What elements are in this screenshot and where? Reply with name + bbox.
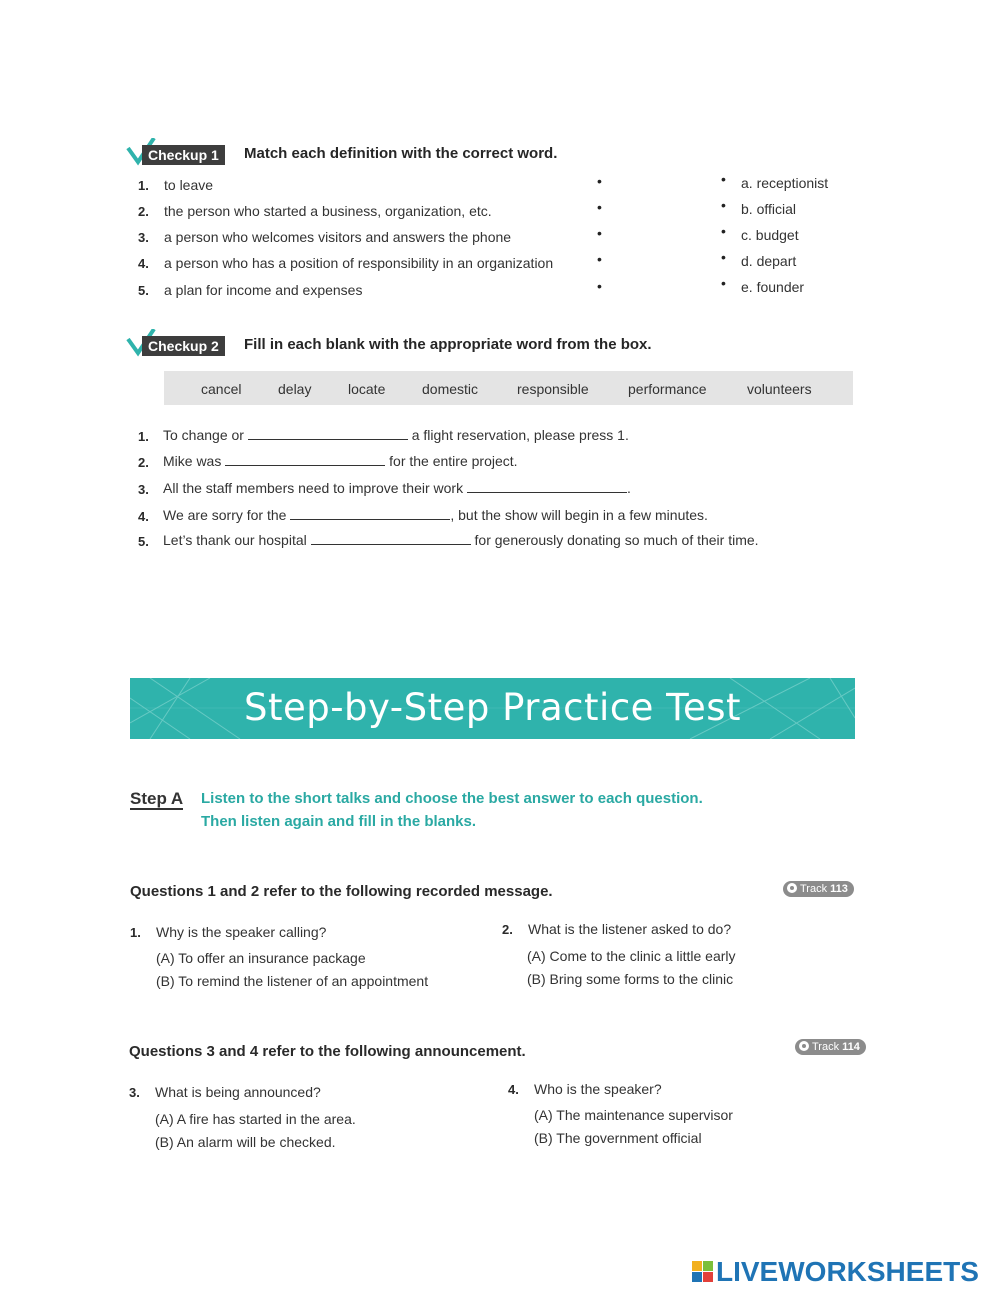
practice-test-banner: [130, 678, 855, 739]
answer-blank[interactable]: [290, 507, 450, 520]
sentence-text-after: for the entire project.: [389, 453, 518, 469]
audio-disc-icon: [787, 883, 797, 893]
def-number: 4.: [138, 256, 149, 271]
answer-blank[interactable]: [248, 427, 408, 440]
track-number: 113: [830, 883, 848, 895]
word-box-item: responsible: [517, 381, 589, 397]
question-4-text: Who is the speaker?: [534, 1081, 662, 1097]
match-dot-right[interactable]: •: [721, 249, 726, 265]
def-number: 5.: [138, 283, 149, 298]
question-1-option-b[interactable]: (B) To remind the listener of an appointment: [156, 973, 429, 989]
step-a-label: Step A: [130, 789, 184, 808]
definition-2: the person who started a business, organization, etc.: [164, 203, 492, 219]
word-box-item: cancel: [201, 381, 242, 397]
word-option-b: b. official: [741, 201, 796, 217]
match-dot-left[interactable]: •: [597, 225, 602, 241]
sentence-text-before: We are sorry for the: [163, 507, 287, 523]
word-box-item: delay: [278, 381, 312, 397]
word-box-item: domestic: [422, 381, 479, 397]
question-group-1-heading: Questions 1 and 2 refer to the following recorded message.: [130, 883, 553, 900]
word-box-item: volunteers: [747, 381, 812, 397]
word-box-item: performance: [628, 381, 707, 397]
match-dot-right[interactable]: •: [721, 275, 726, 291]
sentence-3: [163, 480, 631, 496]
answer-blank[interactable]: [225, 453, 385, 466]
question-number: 3.: [129, 1085, 140, 1100]
answer-blank[interactable]: [467, 480, 627, 493]
word-option-a: a. receptionist: [741, 175, 829, 191]
word-option-c: c. budget: [741, 227, 799, 243]
word-box: [164, 371, 853, 405]
match-dot-right[interactable]: •: [721, 171, 726, 187]
sentence-number: 2.: [138, 455, 149, 470]
definition-3: a person who welcomes visitors and answers the phone: [164, 229, 512, 245]
liveworksheets-logo-text: LIVEWORKSHEETS: [716, 1256, 979, 1287]
match-dot-left[interactable]: •: [597, 199, 602, 215]
match-dot-right[interactable]: •: [721, 197, 726, 213]
question-number: 2.: [502, 922, 513, 937]
checkup-2-badge: Checkup 2: [142, 336, 225, 356]
audio-disc-icon: [799, 1041, 809, 1051]
track-114-button[interactable]: [795, 1039, 866, 1055]
question-number: 4.: [508, 1082, 519, 1097]
sentence-number: 3.: [138, 482, 149, 497]
checkup-1-badge: Checkup 1: [142, 145, 225, 165]
question-2-option-a[interactable]: (A) Come to the clinic a little early: [527, 948, 736, 964]
checkup-1-title: Match each definition with the correct word.: [244, 145, 558, 162]
def-number: 3.: [138, 230, 149, 245]
checkup-2-title: Fill in each blank with the appropriate word from the box.: [244, 336, 652, 353]
word-box-item: locate: [348, 381, 386, 397]
word-option-e: e. founder: [741, 279, 805, 295]
word-option-d: d. depart: [741, 253, 797, 269]
question-2-option-b[interactable]: (B) Bring some forms to the clinic: [527, 971, 734, 987]
definition-1: to leave: [164, 177, 214, 193]
sentence-text-after: for generously donating so much of their time.: [474, 532, 759, 548]
sentence-text-after: a flight reservation, please press 1.: [411, 427, 629, 443]
question-3-option-a[interactable]: (A) A fire has started in the area.: [155, 1111, 356, 1127]
answer-blank[interactable]: [311, 532, 471, 545]
liveworksheets-logo-icon: [692, 1261, 714, 1283]
match-dot-left[interactable]: •: [597, 173, 602, 189]
sentence-number: 1.: [138, 429, 149, 444]
sentence-number: 5.: [138, 534, 149, 549]
checkup-1-header: [126, 142, 846, 172]
question-3-text: What is being announced?: [155, 1084, 321, 1100]
sentence-5: [163, 532, 759, 548]
sentence-text-before: Mike was: [163, 453, 222, 469]
track-113-button[interactable]: [783, 881, 854, 897]
definition-4: a person who has a position of responsibility in an organization: [164, 255, 554, 271]
sentence-text-before: Let’s thank our hospital: [163, 532, 307, 548]
def-number: 2.: [138, 204, 149, 219]
track-label: Track: [800, 883, 828, 895]
sentence-1: [163, 427, 629, 443]
checkup-2-header: [126, 333, 846, 363]
track-label: Track: [812, 1041, 840, 1053]
question-4-option-a[interactable]: (A) The maintenance supervisor: [534, 1107, 733, 1123]
question-1-text: Why is the speaker calling?: [156, 924, 327, 940]
banner-title: Step-by-Step Practice Test: [243, 686, 742, 729]
question-number: 1.: [130, 925, 141, 940]
sentence-text-before: To change or: [163, 427, 244, 443]
definition-5: a plan for income and expenses: [164, 282, 363, 298]
question-1-option-a[interactable]: (A) To offer an insurance package: [156, 950, 366, 966]
sentence-text-before: All the staff members need to improve their work: [163, 480, 464, 496]
sentence-2: [163, 453, 518, 469]
question-2-text: What is the listener asked to do?: [528, 921, 732, 937]
sentence-number: 4.: [138, 509, 149, 524]
step-a-instruction-line2: Then listen again and fill in the blanks.: [201, 813, 477, 830]
question-3-option-b[interactable]: (B) An alarm will be checked.: [155, 1134, 336, 1150]
def-number: 1.: [138, 178, 149, 193]
match-dot-left[interactable]: •: [597, 251, 602, 267]
sentence-4: [163, 507, 708, 523]
match-dot-right[interactable]: •: [721, 223, 726, 239]
sentence-text-after: , but the show will begin in a few minutes.: [450, 507, 708, 523]
sentence-text-after: .: [626, 480, 631, 496]
match-dot-left[interactable]: •: [597, 278, 602, 294]
step-a-instruction-line1: Listen to the short talks and choose the best answer to each question.: [201, 790, 703, 807]
question-4-option-b[interactable]: (B) The government official: [534, 1130, 702, 1146]
question-group-2-heading: Questions 3 and 4 refer to the following announcement.: [129, 1043, 526, 1060]
track-number: 114: [842, 1041, 860, 1053]
